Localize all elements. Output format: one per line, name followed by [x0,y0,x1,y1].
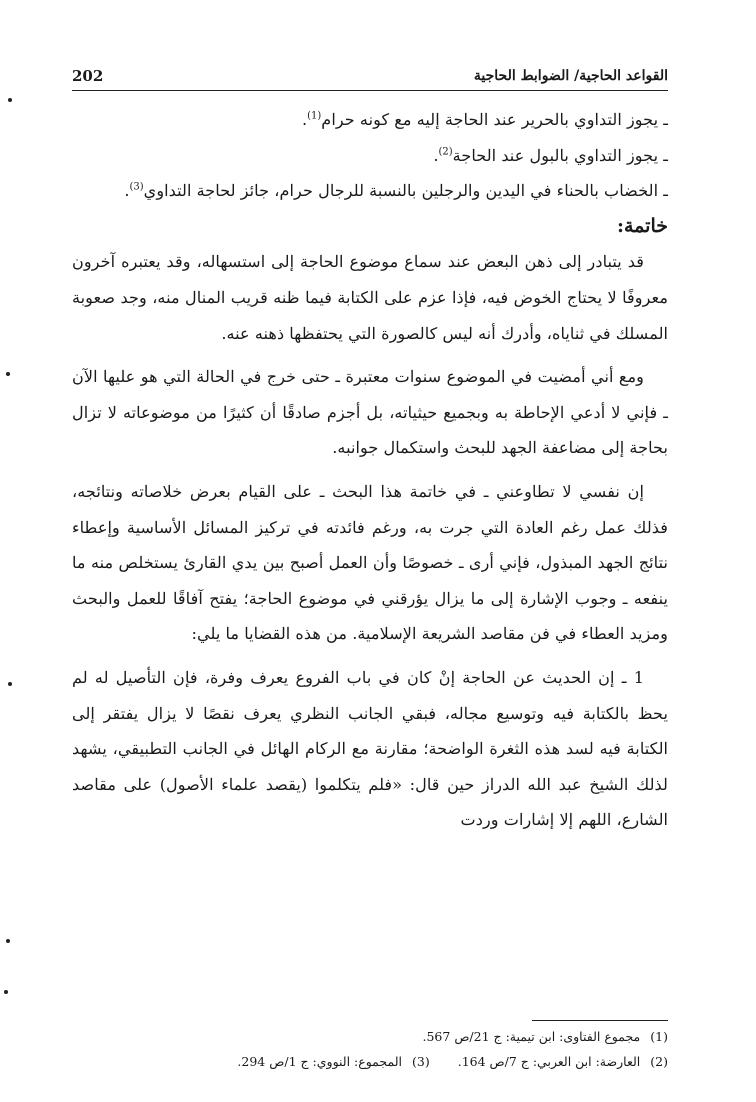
margin-dot [6,372,10,376]
footnote-ref[interactable]: (2) [438,146,453,158]
paragraph: قد يتبادر إلى ذهن البعض عند سماع موضوع الحاجة إلى استسهاله، وقد يعتبره آخرون معروفًا لا يحتاج الخوض فيه، فإذا عزم على الكتابة فيما ظنه قريب المنال منه، وجد صعوبة المسلك في ثناياه، وأدرك أنه ليس كالصورة التي يحتفظها ذهنه عنه. [72,252,668,343]
rule-item: ـ يجوز التداوي بالبول عند الحاجة$^{(2)}$. [433,145,668,165]
footnote-line [72,1024,668,1049]
page-number: 202 [72,67,104,85]
margin-dot [4,990,8,994]
footnote-text: المجموع: النووي: ج 1/ص 294. [237,1054,402,1069]
page-body [72,102,668,838]
section-heading: خاتمة: [616,214,668,237]
footnotes [72,1024,668,1074]
rule-item: ـ يجوز التداوي بالحرير عند الحاجة إليه مع كونه حرام$^{(1)}$. [301,110,668,129]
rule-item: ـ الخضاب بالحناء في اليدين والرجلين بالنسبة للرجال حرام، جائز لحاجة التداوي$^{(3)}$. [124,181,668,201]
footnote-mark: (3) [411,1054,430,1069]
footnote-ref[interactable]: (1) [307,110,322,122]
margin-dot [8,682,12,686]
margin-dot [6,939,10,943]
running-title: القواعد الحاجية/ الضوابط الحاجية [473,68,668,84]
paragraph: 1 ـ إن الحديث عن الحاجة إنْ كان في باب الفروع يعرف وفرة، فإن التأصيل له لم يحظ بالكتابة فيه وتوسيع مجاله، فبقي الجانب النظري يعرف نقصًا لا يزال يفتقر إلى الكتابة فيه لسد هذه الثغرة الواضحة؛ مقارنة مع الركام الهائل في الجانب التطبيقي، يشهد لذلك الشيخ عبد الله الدراز حين قال: «فلم يتكلموا (يقصد علماء الأصول) على مقاصد الشارع، اللهم إلا إشارات وردت [72,667,668,830]
footnote-mark: (2) [650,1054,668,1069]
footnote-text: العارضة: ابن العربي: ج 7/ص 164. [457,1054,641,1069]
footnote-mark: (1) [650,1029,668,1044]
paragraph: إن نفسي لا تطاوعني ـ في خاتمة هذا البحث ـ على القيام بعرض خلاصاته ونتائجه، فذلك عمل رغم العادة التي جرت به، ورغم فائدته في تركيز المسائل الأساسية وإعطاء نتائج الجهد المبذول، فإني أرى ـ خصوصًا وأن العمل أصبح بين يدي القارئ يستخلص منه ما ينفعه ـ وجوب الإشارة إلى ما يزال يؤرقني في موضوع الحاجة؛ يفتح آفاقًا للعمل والبحث ومزيد العطاء في فن مقاصد الشريعة الإسلامية. من هذه القضايا ما يلي: [72,481,668,644]
paragraph: ومع أني أمضيت في الموضوع سنوات معتبرة ـ حتى خرج في الحالة التي هو عليها الآن ـ فإني لا أدعي الإحاطة به وبجميع حيثياته، بل أجزم صادقًا أن كثيرًا من موضوعاته لا تزال بحاجة إلى مضاعفة الجهد للبحث واستكمال جوانبه. [72,367,668,458]
footnote-line [72,1049,668,1074]
margin-dot [8,98,12,102]
page-header [72,62,668,91]
footnote-divider [532,1020,668,1021]
footnote-text: مجموع الفتاوى: ابن تيمية: ج 21/ص 567. [422,1029,641,1044]
footnote-ref[interactable]: (3) [129,181,144,193]
